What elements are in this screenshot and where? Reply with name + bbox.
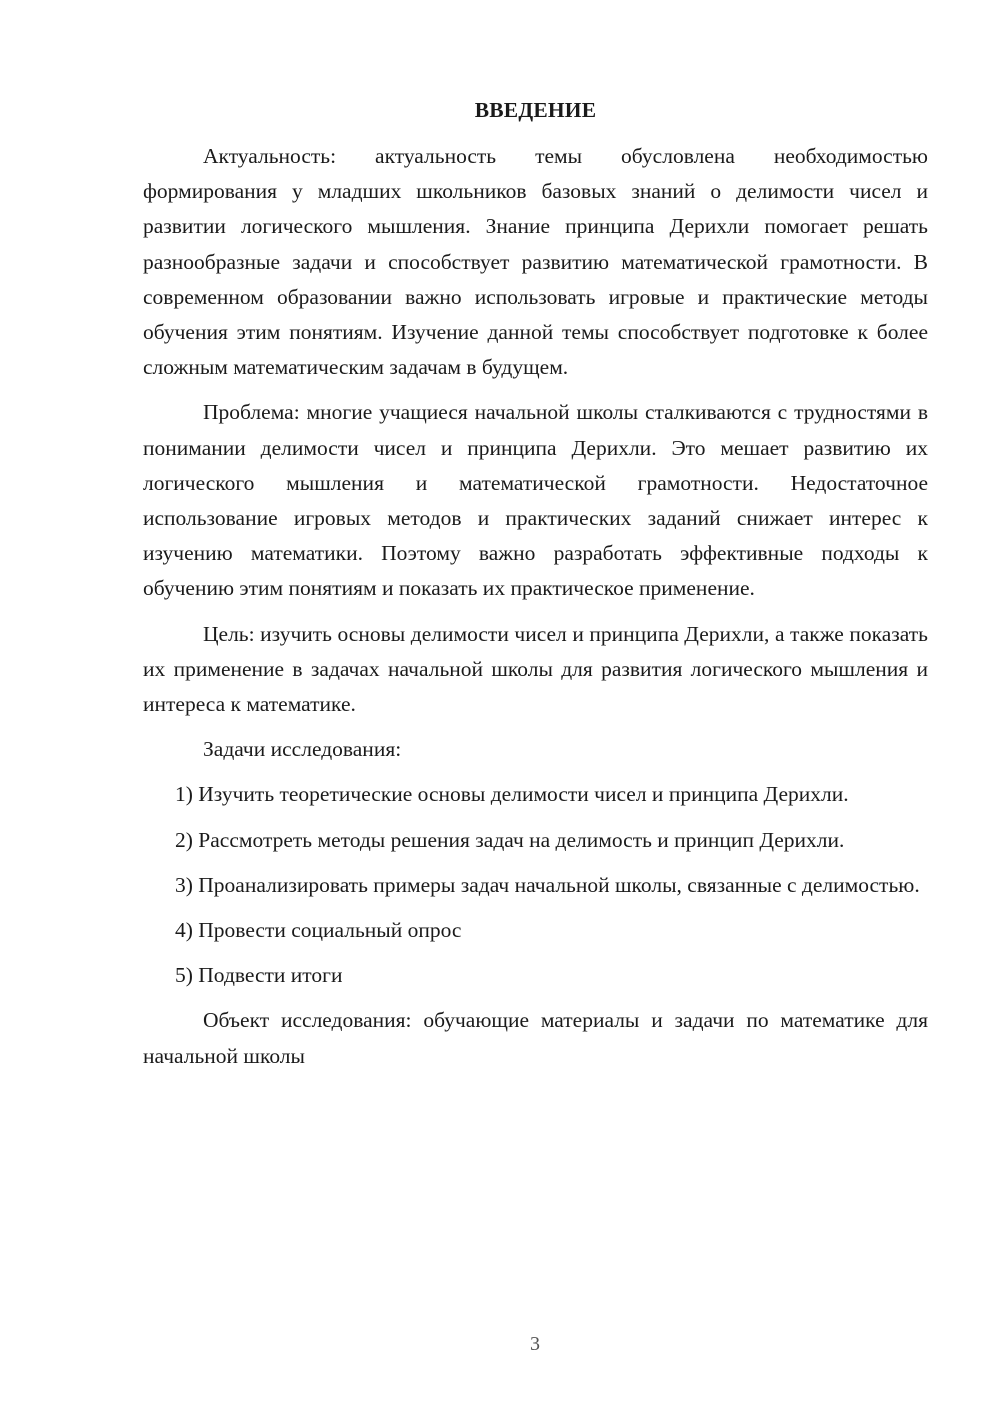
document-page bbox=[143, 96, 928, 1074]
tasks-heading: Задачи исследования: bbox=[203, 737, 402, 762]
task-item-2: 2) Рассмотреть методы решения задач на делимость и принцип Дерихли. bbox=[175, 827, 845, 852]
task-item-1: 1) Изучить теоретические основы делимости чисел и принципа Дерихли. bbox=[175, 782, 849, 807]
page-title: ВВЕДЕНИЕ bbox=[474, 98, 597, 122]
page-number: 3 bbox=[530, 1333, 540, 1355]
task-item-4: 4) Провести социальный опрос bbox=[175, 918, 462, 943]
task-item-3: 3) Проанализировать примеры задач начальной школы, связанные с делимостью. bbox=[175, 872, 920, 897]
relevance-paragraph: Актуальность: актуальность темы обусловлена необходимостью формирования у младших школьников базовых знаний о делимости чисел и развитии логического мышления. Знание принципа Дерихли помогает решать разнообразные задачи и способствует развитию математической грамотности. В современном образовании важно использовать игровые и практические методы обучения этим понятиям. Изучение данной темы способствует подготовке к более сложным математическим задачам в будущем. bbox=[143, 144, 928, 380]
problem-paragraph: Проблема: многие учащиеся начальной школы сталкиваются с трудностями в понимании делимости чисел и принципа Дерихли. Это мешает развитию их логического мышления и математической грамотности. Недостаточное использование игровых методов и практических заданий снижает интерес к изучению математики. Поэтому важно разработать эффективные подходы к обучению этим понятиям и показать их практическое применение. bbox=[143, 400, 928, 601]
goal-paragraph: Цель: изучить основы делимости чисел и принципа Дерихли, а также показать их применение в задачах начальной школы для развития логического мышления и интереса к математике. bbox=[143, 621, 928, 717]
task-item-5: 5) Подвести итоги bbox=[175, 963, 343, 988]
object-paragraph: Объект исследования: обучающие материалы и задачи по математике для начальной школы bbox=[143, 1008, 928, 1068]
